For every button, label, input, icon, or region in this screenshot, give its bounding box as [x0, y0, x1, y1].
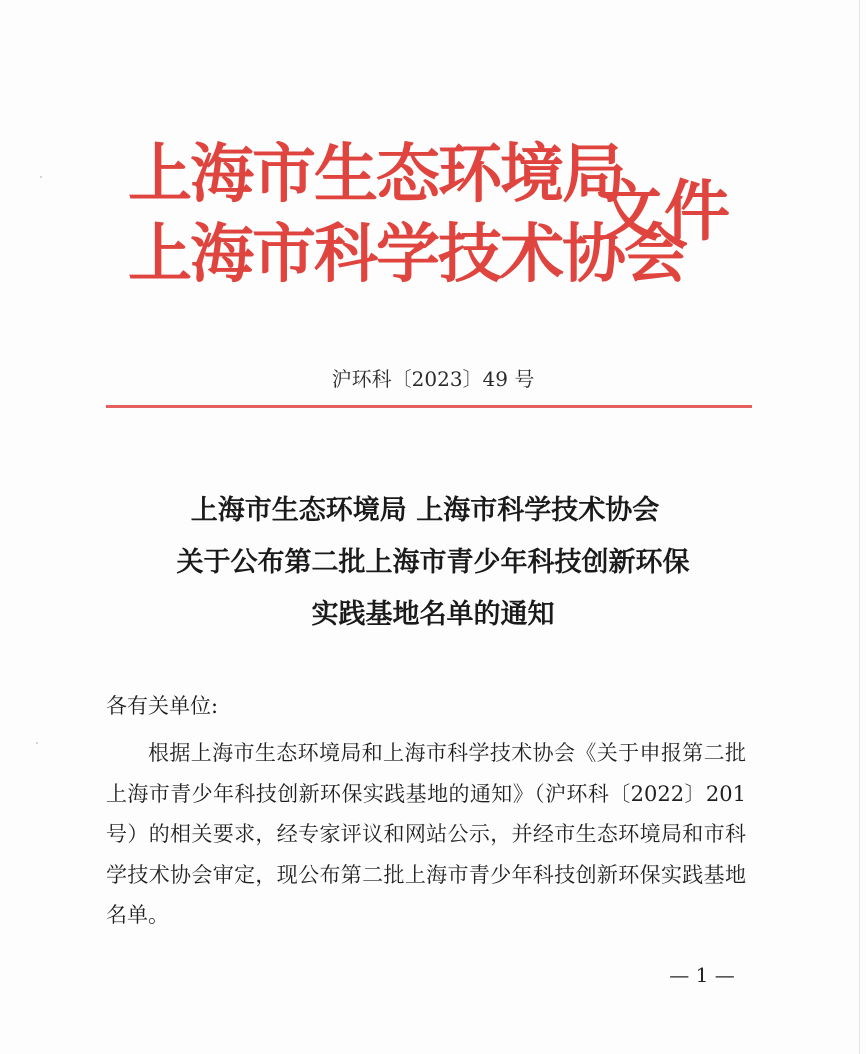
- page-number: — 1 —: [669, 963, 735, 987]
- title-line-1: 上海市生态环境局 上海市科学技术协会: [190, 495, 660, 526]
- letterhead-doc-type: 文件: [596, 173, 732, 250]
- scan-edge-line: [859, 0, 860, 1054]
- title-line-3: 实践基地名单的通知: [311, 599, 555, 630]
- red-separator-line: [106, 405, 752, 408]
- red-letterhead: [128, 128, 738, 298]
- scan-speck: [36, 742, 38, 744]
- title-line-2: 关于公布第二批上海市青少年科技创新环保: [176, 547, 690, 578]
- letterhead-org-line-2: 上海市科学技术协会: [128, 218, 686, 292]
- scan-speck: [40, 176, 42, 178]
- body-paragraph: 根据上海市生态环境局和上海市科学技术协会《关于申报第二批上海市青少年科技创新环保实践基地的通知》（沪环科〔2022〕201 号）的相关要求，经专家评议和网站公示，并经市生态环境局和市科学技术协会审定，现公布第二批上海市青少年科技创新环保实践基地名单。: [106, 741, 746, 927]
- document-number: 沪环科〔2023〕49 号: [331, 367, 535, 391]
- letterhead-org-line-1: 上海市生态环境局: [128, 138, 624, 212]
- salutation: 各有关单位:: [106, 694, 219, 718]
